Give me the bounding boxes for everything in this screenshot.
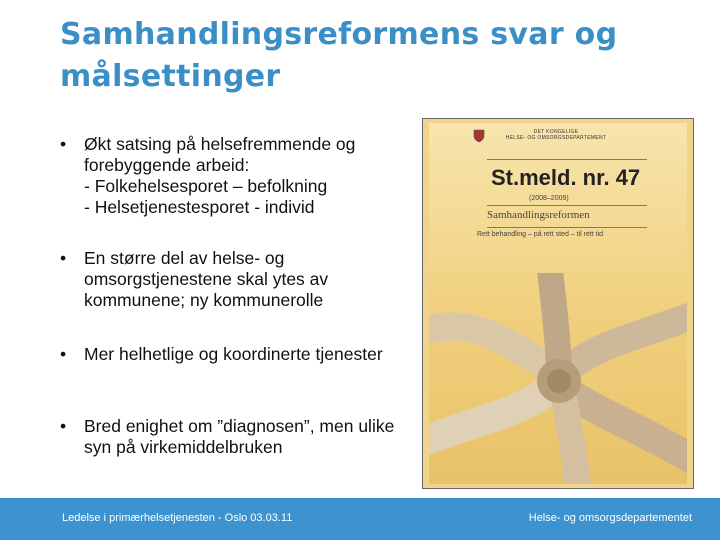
bullet-item: [60, 344, 383, 365]
bullet-dot: •: [60, 344, 67, 364]
bullet-text: Økt satsing på helsefremmende og forebyggende arbeid:: [84, 134, 356, 175]
bullet-subline: - Folkehelsesporet – befolkning: [84, 176, 328, 196]
cover-divider: [487, 159, 647, 160]
footer-event: Ledelse i primærhelsetjenesten - Oslo 03.03.11: [62, 512, 293, 524]
footer-bar: [0, 498, 720, 540]
ministry-name: [491, 129, 621, 141]
bullet-text: Bred enighet om ”diagnosen”, men ulike syn på virkemiddelbruken: [84, 416, 395, 457]
crest-icon: [473, 129, 485, 143]
footer-organization: Helse- og omsorgsdepartementet: [528, 512, 692, 524]
report-cover-image: [422, 118, 694, 489]
report-number: St.meld. nr. 47: [491, 165, 641, 190]
bullet-item: [60, 248, 410, 311]
bullet-text: En større del av helse- og omsorgstjenestene skal ytes av kommunene; ny kommunerolle: [84, 248, 329, 310]
bullet-dot: •: [60, 134, 67, 154]
bullet-item: [60, 416, 410, 458]
bullet-dot: •: [60, 416, 67, 436]
ministry-line: DET KONGELIGE: [533, 129, 579, 135]
ministry-line: HELSE- OG OMSORGSDEPARTEMENT: [505, 135, 607, 141]
bullet-subline: - Helsetjenestesporet - individ: [84, 197, 315, 217]
report-subtitle: Samhandlingsreformen: [487, 209, 590, 221]
report-years: (2008–2009): [529, 195, 569, 202]
report-cover-inner: [429, 123, 687, 484]
linked-hands-illustration: [429, 273, 687, 484]
bullet-item: [60, 134, 410, 218]
bullet-text: Mer helhetlige og koordinerte tjenester: [84, 344, 383, 364]
cover-divider: [487, 205, 647, 206]
cover-divider: [487, 227, 647, 228]
report-tagline: Rett behandling – på rett sted – til rett tid: [477, 231, 604, 238]
bullet-dot: •: [60, 248, 67, 268]
slide-title: Samhandlingsreformens svar og målsettinger: [60, 17, 618, 94]
